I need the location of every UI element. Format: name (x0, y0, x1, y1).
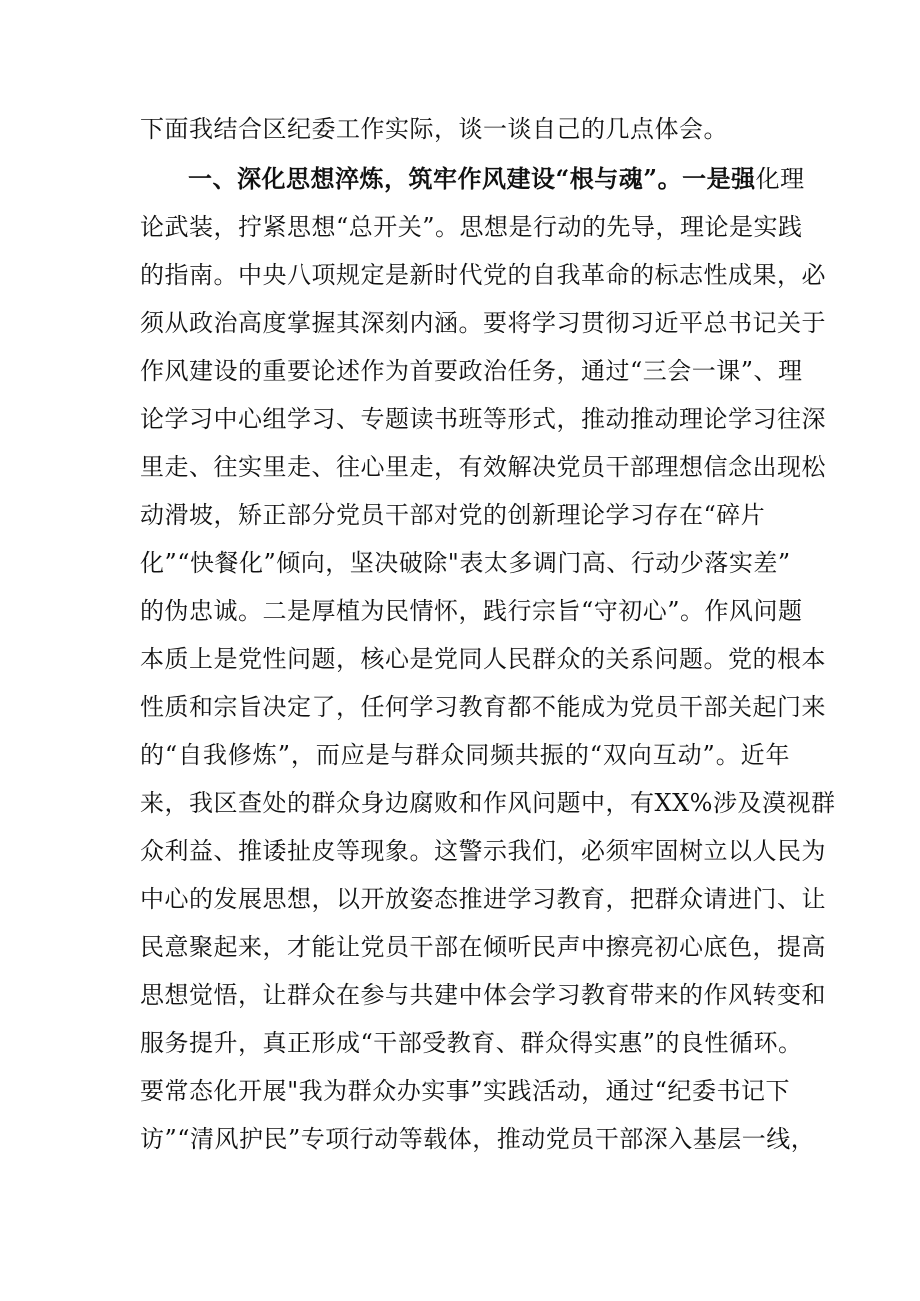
paragraph-line: 须从政治高度掌握其深刻内涵。要将学习贯彻习近平总书记关于 (140, 309, 826, 337)
paragraph-line: 中心的发展思想，以开放姿态推进学习教育，把群众请进门、让 (140, 885, 826, 913)
paragraph-line: 来，我区查处的群众身边腐败和作风问题中，有XX%涉及漠视群 (140, 789, 836, 817)
paragraph-line: 众利益、推诿扯皮等现象。这警示我们，必须牢固树立以人民为 (140, 837, 826, 865)
section-heading: 一、深化思想淬炼，筑牢作风建设“根与魂”。一是强 (188, 164, 756, 193)
section-heading-line (188, 162, 805, 196)
paragraph-line: 下面我结合区纪委工作实际，谈一谈自己的几点体会。 (140, 115, 728, 143)
paragraph-line: 民意聚起来，才能让党员干部在倾听民声中擦亮初心底色，提高 (140, 933, 826, 961)
paragraph-line: 的指南。中央八项规定是新时代党的自我革命的标志性成果，必 (140, 261, 826, 289)
paragraph-line: 论学习中心组学习、专题读书班等形式，推动推动理论学习往深 (140, 405, 826, 433)
paragraph-line: 动滑坡，矫正部分党员干部对党的创新理论学习存在“碎片 (140, 501, 766, 529)
paragraph-line: 论武装，拧紧思想“总开关”。思想是行动的先导，理论是实践 (140, 213, 803, 241)
paragraph-line: 要常态化开展"我为群众办实事”实践活动，通过“纪委书记下 (140, 1077, 790, 1105)
paragraph-line: 服务提升，真正形成“干部受教育、群众得实惠”的良性循环。 (140, 1029, 803, 1057)
paragraph-line: 性质和宗旨决定了，任何学习教育都不能成为党员干部关起门来 (140, 693, 826, 721)
paragraph-line: 的伪忠诚。二是厚植为民情怀，践行宗旨“守初心”。作风问题 (140, 597, 803, 625)
paragraph-line: 作风建设的重要论述作为首要政治任务，通过“三会一课”、理 (140, 357, 803, 385)
paragraph-line: 访”“清风护民”专项行动等载体，推动党员干部深入基层一线， (140, 1125, 816, 1153)
paragraph-text: 化理 (755, 165, 805, 193)
paragraph-line: 本质上是党性问题，核心是党同人民群众的关系问题。党的根本 (140, 645, 826, 673)
paragraph-line: 里走、往实里走、往心里走，有效解决党员干部理想信念出现松 (140, 453, 826, 481)
paragraph-line: 化”“快餐化”倾向，坚决破除"表太多调门高、行动少落实差” (140, 549, 791, 577)
paragraph-line: 的“自我修炼”，而应是与群众同频共振的“双向互动”。近年 (140, 741, 790, 769)
paragraph-line: 思想觉悟，让群众在参与共建中体会学习教育带来的作风转变和 (140, 981, 826, 1009)
